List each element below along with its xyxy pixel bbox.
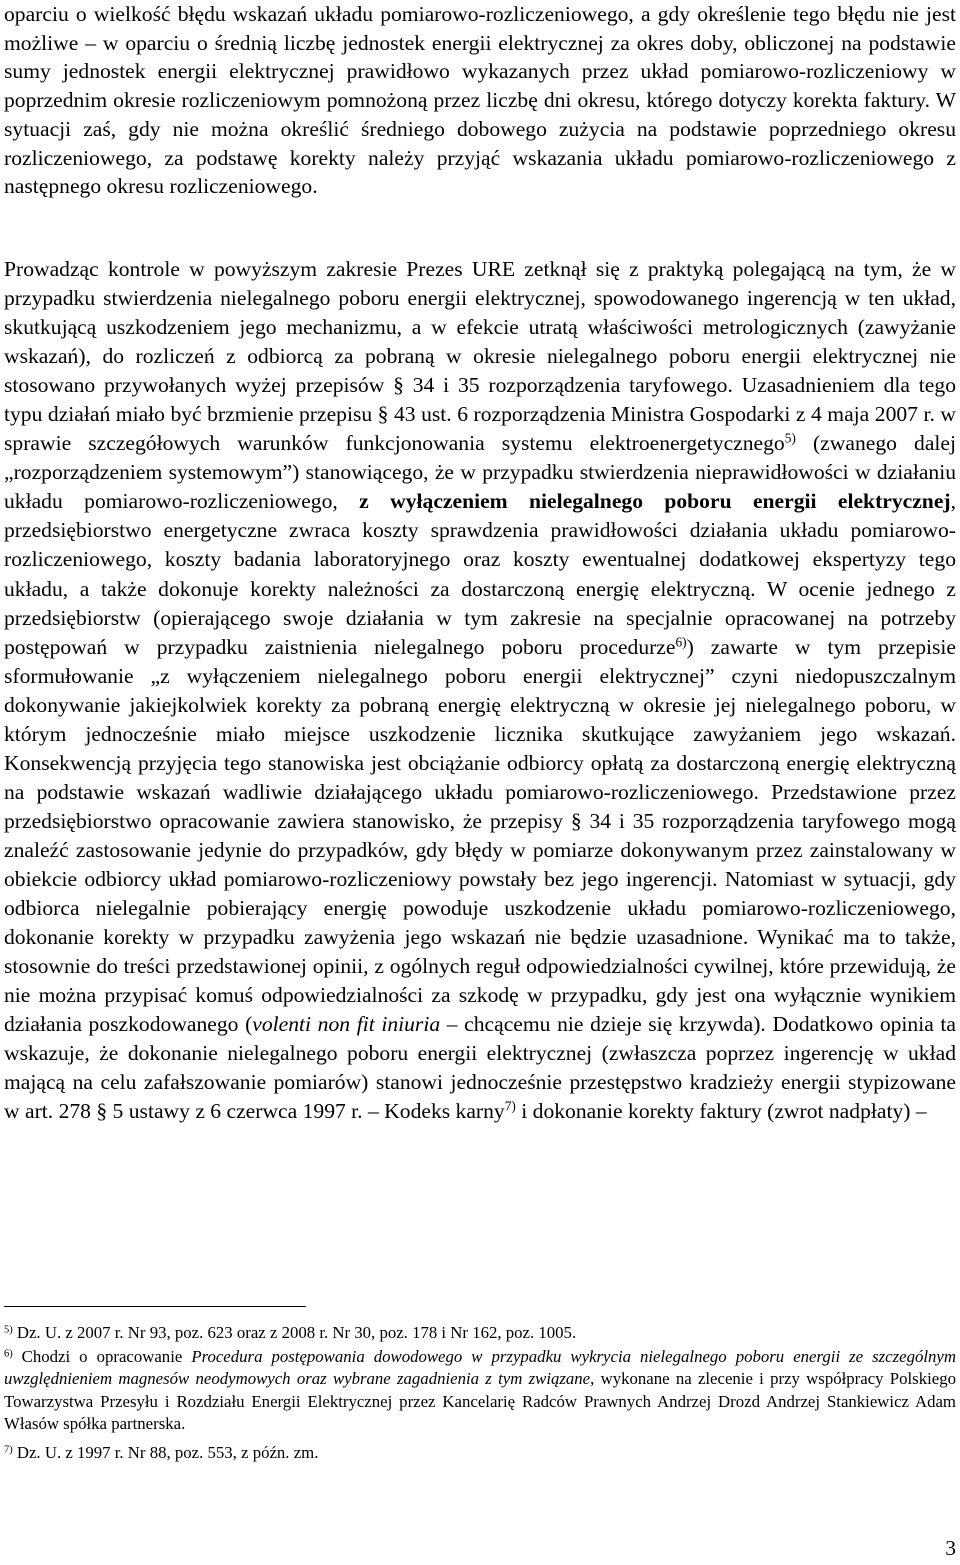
footnote-ref-7[interactable]: 7) xyxy=(504,1099,516,1114)
paragraph-text: – chcącemu nie dzieje się krzywda). Dodatkowo opinia ta wskazuje, że dokonanie nielegalnego poboru energii elektrycznej (zwłaszcza poprzez ingerencję w układ mającą na celu zafałszowanie pomiarów) stanowi jednocześnie przestępstwo kradzieży energii stypizowane w art. 278 § 5 ustawy z 6 czerwca 1997 r. – Kodeks karny xyxy=(4,1012,957,1124)
paragraph-text: ) zawarte w tym przepisie sformułowanie „z wyłączeniem nielegalnego poboru energii elektrycznej” czyni niedopuszczalnym dokonywanie jakiejkolwiek korekty za pobraną energię elektryczną w okresie jej nielegalnego poboru, w którym jednocześnie miało miejsce uszkodzenie licznika skutkujące zawyżaniem jego wskazań. Konsekwencją przyjęcia tego stanowiska jest obciążanie odbiorcy opłatą za dostarczoną energię elektryczną na podstawie wskazań wadliwie działającego układu pomiarowo-rozliczeniowego. Przedstawione przez przedsiębiorstwo opracowanie zawiera stanowisko, że przepisy § 34 i 35 rozporządzenia taryfowego mogą znaleźć zastosowanie jedynie do przypadków, gdy błędy w pomiarze dokonywanym przez zainstalowany w obiekcie odbiorcy układ pomiarowo-rozliczeniowy powstały bez jego ingerencji. Natomiast w sytuacji, gdy odbiorca nielegalnie pobierający energię powoduje uszkodzenie układu pomiarowo-rozliczeniowego, dokonanie korekty w przypadku zawyżenia jego wskazań nie będzie uzasadnione. Wynikać ma to także, stosownie do treści przedstawionej opinii, z ogólnych reguł odpowiedzialności cywilnej, które przewidują, że nie można przypisać komuś odpowiedzialności za szkodę w przypadku, gdy jest ona wyłącznie wynikiem działania poszkodowanego ( xyxy=(4,634,956,1037)
latin-maxim: volenti non fit iniuria xyxy=(252,1012,441,1037)
paragraph-continuation: oparciu o wielkość błędu wskazań układu pomiarowo-rozliczeniowego, a gdy określenie tego błędu nie jest możliwe – w oparciu o średnią liczbę jednostek energii elektrycznej za okres doby, obliczonej na podstawie sumy jednostek energii elektrycznej prawidłowo wykazanych przez układ pomiarowo-rozliczeniowy w poprzednim okresie rozliczeniowym pomnożoną przez liczbę dni okresu, którego dotyczy korekta faktury. W sytuacji zaś, gdy nie można określić średniego dobowego zużycia na podstawie poprzedniego okresu rozliczeniowego, za podstawę korekty należy przyjąć wskazania układu pomiarowo-rozliczeniowego z następnego okresu rozliczeniowego. xyxy=(4,2,956,199)
footnote-ref-5[interactable]: 5) xyxy=(784,430,796,446)
footnote-mark: 7) xyxy=(4,1444,13,1456)
footnote-text: Dz. U. z 1997 r. Nr 88, poz. 553, z późn. zm. xyxy=(12,1443,319,1462)
footnote-text: Chodzi o opracowanie xyxy=(12,1347,192,1366)
paragraph-text: Prowadząc kontrole w powyższym zakresie Prezes URE zetknął się z praktyką polegającą na tym, że w przypadku stwierdzenia nielegalnego poboru energii elektrycznej, spowodowanego ingerencją w ten układ, skutkującą uszkodzeniem jego mechanizmu, a w efekcie utratą właściwości metrologicznych (zawyżanie wskazań), do rozliczeń z odbiorcą za pobraną w okresie nielegalnego poboru energii elektrycznej nie stosowano przywołanych wyżej przepisów § 34 i 35 rozporządzenia taryfowego. Uzasadnieniem dla tego typu działań miało być brzmienie przepisu § 43 ust. 6 rozporządzenia Ministra Gospodarki z 4 maja 2007 r. w sprawie szczegółowych warunków funkcjonowania systemu elektroenergetycznego xyxy=(4,257,956,456)
footnote-text: , wykonane na zlecenie i przy współpracy Polskiego Towarzystwa Przesyłu i Rozdziału Energii Elektrycznej przez Kancelarię Radców Prawnych Andrzej Drozd Andrzej Stankiewicz Adam Własów spółka partnerska. xyxy=(4,1369,956,1434)
footnote-separator xyxy=(4,1306,306,1307)
footnote-title: Procedura postępowania dowodowego w przypadku wykrycia nielegalnego poboru energii ze szczególnym uwzględnieniem magnesów neodymowych oraz wybrane zagadnienia z tym związane xyxy=(4,1347,956,1389)
page-number: 3 xyxy=(945,1536,956,1560)
paragraph-text: (zwanego dalej „rozporządzeniem systemowym”) stanowiącego, że w przypadku stwierdzenia nieprawidłowości w działaniu układu pomiarowo-rozliczeniowego, xyxy=(4,431,956,514)
bold-phrase: z wyłączeniem nielegalnego poboru energii elektrycznej xyxy=(359,489,951,514)
paragraph-text: i dokonanie korekty faktury (zwrot nadpłaty) – xyxy=(515,1099,927,1124)
footnote-ref-6[interactable]: 6) xyxy=(675,634,687,650)
footnote-7 xyxy=(4,1442,956,1464)
footnote-mark: 5) xyxy=(4,1324,13,1336)
paragraph-text: , przedsiębiorstwo energetyczne zwraca koszty sprawdzenia prawidłowości działania układu pomiarowo-rozliczeniowego, koszty badania laboratoryjnego oraz koszty ewentualnej dodatkowej ekspertyzy tego układu, a także dokonuje korekty należności za dostarczoną energię elektryczną. W ocenie jednego z przedsiębiorstw (opierającego swoje działania w tym zakresie na specjalnie opracowanej na potrzeby postępowań w przypadku zaistnienia nielegalnego poboru procedurze xyxy=(4,489,957,659)
footnote-5 xyxy=(4,1322,956,1344)
footnote-6 xyxy=(4,1346,956,1436)
footnote-mark: 6) xyxy=(4,1348,13,1360)
paragraph-main xyxy=(4,255,956,1126)
footnote-text: Dz. U. z 2007 r. Nr 93, poz. 623 oraz z 2008 r. Nr 30, poz. 178 i Nr 162, poz. 1005. xyxy=(12,1323,577,1342)
